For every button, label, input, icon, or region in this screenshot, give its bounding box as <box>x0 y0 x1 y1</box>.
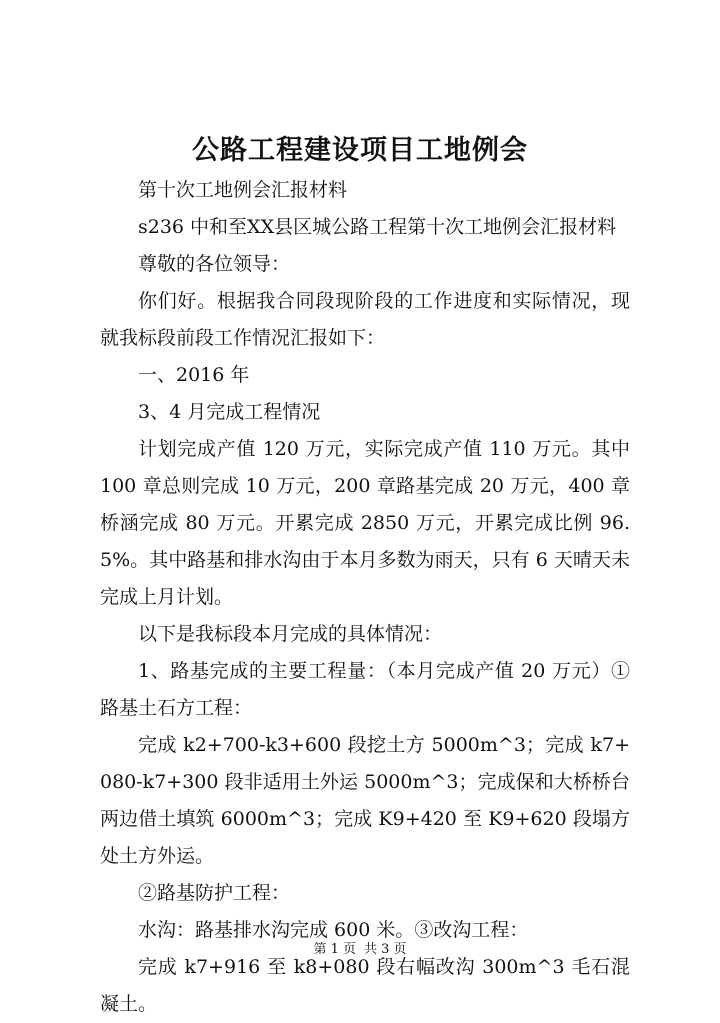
document-body <box>100 172 630 1023</box>
page-footer <box>0 938 720 957</box>
page-number: 第 1 页 <box>313 942 356 957</box>
paragraph: ②路基防护工程： <box>138 882 291 904</box>
paragraph: 尊敬的各位领导： <box>138 253 291 275</box>
paragraph: 完成 k2+700-k3+600 段挖土方 5000m^3；完成 k7+080-k7+300 段非适用土外运 5000m^3；完成保和大桥桥台两边借土填筑 6000m^3；完成 K9+420 至 K9+620 段塌方处土方外运。 <box>100 734 630 867</box>
paragraph: 一、2016 年 <box>138 364 250 386</box>
paragraph: 水沟：路基排水沟完成 600 米。③改沟工程： <box>138 919 529 941</box>
paragraph: 计划完成产值 120 万元，实际完成产值 110 万元。其中 100 章总则完成 10 万元，200 章路基完成 20 万元，400 章桥涵完成 80 万元。开累完成 2850 万元，开累完成比例 96.5%。其中路基和排水沟由于本月多数为雨天，只有 6 天晴天未完成上月计划。 <box>100 438 630 608</box>
paragraph: 3、4 月完成工程情况 <box>138 401 321 423</box>
paragraph: 完成 k7+916 至 k8+080 段右幅改沟 300m^3 毛石混凝土。 <box>100 956 630 1015</box>
paragraph: s236 中和至XX县区城公路工程第十次工地例会汇报材料 <box>138 216 617 238</box>
paragraph: 1、路基完成的主要工程量：（本月完成产值 20 万元）①路基土石方工程： <box>100 660 630 719</box>
paragraph: 第十次工地例会汇报材料 <box>138 179 348 201</box>
document-title: 公路工程建设项目工地例会 <box>192 135 528 166</box>
page-total: 共 3 页 <box>364 942 407 957</box>
paragraph: 你们好。根据我合同段现阶段的工作进度和实际情况，现就我标段前段工作情况汇报如下： <box>100 290 630 349</box>
paragraph: 以下是我标段本月完成的具体情况： <box>138 623 443 645</box>
